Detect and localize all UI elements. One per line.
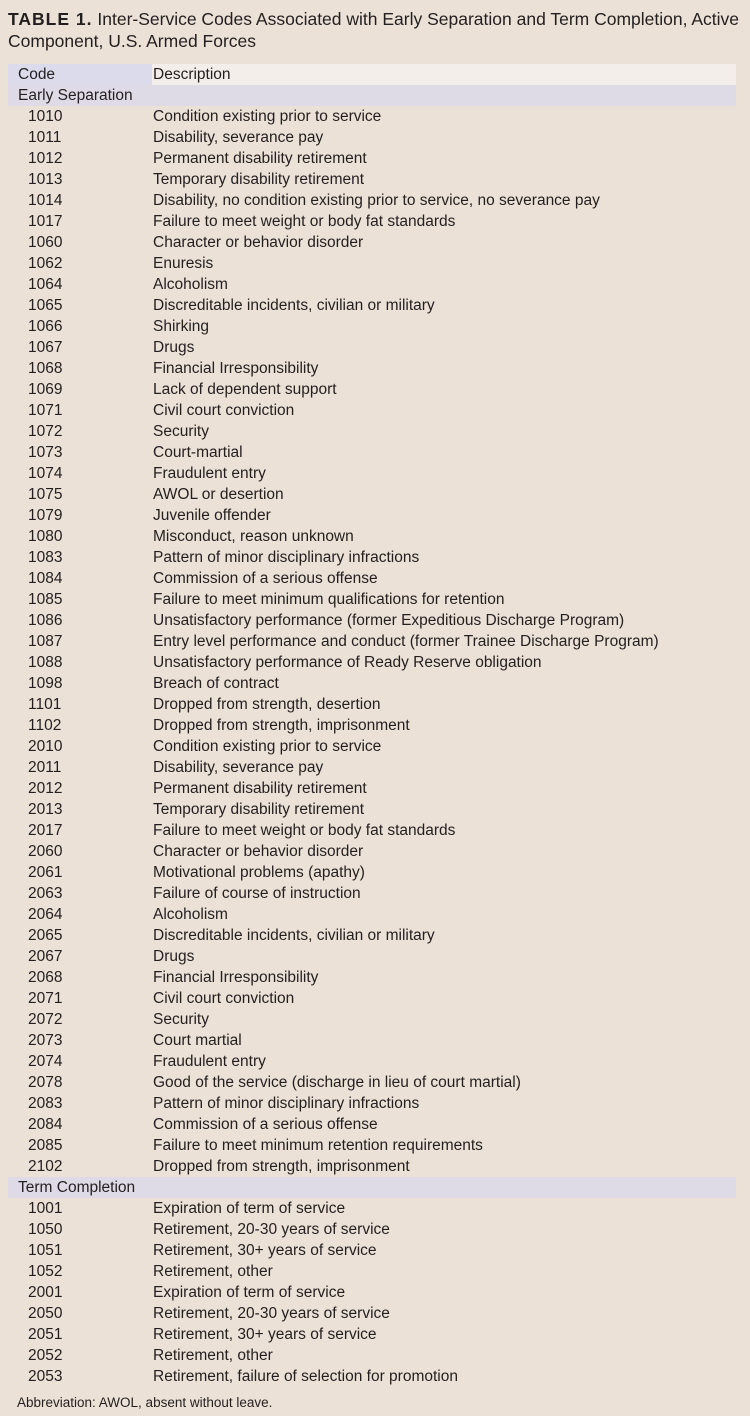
code-cell: 1088 <box>28 654 63 671</box>
table-row <box>8 841 736 862</box>
description-cell: Condition existing prior to service <box>153 738 382 755</box>
code-cell: 1001 <box>28 1200 63 1217</box>
code-cell: 2074 <box>28 1053 63 1070</box>
code-cell: 1064 <box>28 276 63 293</box>
table-row <box>8 967 736 988</box>
description-cell: Dropped from strength, desertion <box>153 696 381 713</box>
code-cell: 1010 <box>28 108 63 125</box>
description-cell: Disability, no condition existing prior to service, no severance pay <box>153 192 600 209</box>
description-cell: Failure to meet weight or body fat standards <box>153 822 456 839</box>
code-cell: 2001 <box>28 1284 63 1301</box>
table-row <box>8 421 736 442</box>
code-cell: 2078 <box>28 1074 63 1091</box>
description-cell: Permanent disability retirement <box>153 780 367 797</box>
description-cell: Motivational problems (apathy) <box>153 864 365 881</box>
description-cell: Fraudulent entry <box>153 465 266 482</box>
code-cell: 2050 <box>28 1305 63 1322</box>
code-cell: 2053 <box>28 1368 63 1385</box>
table-row <box>8 757 736 778</box>
table-row <box>8 673 736 694</box>
code-cell: 1014 <box>28 192 63 209</box>
description-cell: Good of the service (discharge in lieu of court martial) <box>153 1074 521 1091</box>
table-title <box>8 8 743 52</box>
code-cell: 1073 <box>28 444 63 461</box>
code-cell: 2051 <box>28 1326 63 1343</box>
table-row <box>8 127 736 148</box>
description-cell: Alcoholism <box>153 906 228 923</box>
table-row <box>8 1030 736 1051</box>
description-cell: Permanent disability retirement <box>153 150 367 167</box>
table-row <box>8 190 736 211</box>
code-cell: 2013 <box>28 801 63 818</box>
table-row <box>8 820 736 841</box>
code-cell: 1068 <box>28 360 63 377</box>
description-cell: Failure to meet minimum retention requirements <box>153 1137 483 1154</box>
code-cell: 2060 <box>28 843 63 860</box>
table-row <box>8 1240 736 1261</box>
description-cell: Financial Irresponsibility <box>153 360 319 377</box>
table-row <box>8 337 736 358</box>
description-cell: Expiration of term of service <box>153 1200 346 1217</box>
code-cell: 2065 <box>28 927 63 944</box>
code-cell: 2102 <box>28 1158 63 1175</box>
description-cell: Commission of a serious offense <box>153 1116 378 1133</box>
description-cell: Failure to meet weight or body fat standards <box>153 213 456 230</box>
table-row <box>8 652 736 673</box>
description-cell: Retirement, 30+ years of service <box>153 1326 377 1343</box>
code-cell: 1083 <box>28 549 63 566</box>
description-cell: Drugs <box>153 948 195 965</box>
code-cell: 2067 <box>28 948 63 965</box>
code-cell: 1102 <box>28 717 62 734</box>
table-row <box>8 148 736 169</box>
description-cell: Condition existing prior to service <box>153 108 382 125</box>
table-row <box>8 232 736 253</box>
table-header-row <box>8 64 736 85</box>
table-row <box>8 589 736 610</box>
table-caption: Inter-Service Codes Associated with Early Separation and Term Completion, Active Component, U.S. Armed Forces <box>8 9 740 51</box>
table-row <box>8 799 736 820</box>
description-cell: AWOL or desertion <box>153 486 284 503</box>
table-row <box>8 1051 736 1072</box>
description-cell: Drugs <box>153 339 195 356</box>
description-cell: Discreditable incidents, civilian or military <box>153 927 435 944</box>
code-cell: 2011 <box>28 759 62 776</box>
table-row <box>8 610 736 631</box>
description-cell: Retirement, 20-30 years of service <box>153 1221 390 1238</box>
section-header-row: Early Separation <box>8 85 736 106</box>
description-cell: Misconduct, reason unknown <box>153 528 354 545</box>
code-cell: 1101 <box>28 696 62 713</box>
table-row <box>8 1303 736 1324</box>
code-cell: 2068 <box>28 969 63 986</box>
description-cell: Enuresis <box>153 255 214 272</box>
code-cell: 1072 <box>28 423 63 440</box>
table-row <box>8 526 736 547</box>
code-cell: 1062 <box>28 255 63 272</box>
table-row <box>8 169 736 190</box>
description-cell: Pattern of minor disciplinary infractions <box>153 1095 420 1112</box>
table-row <box>8 1345 736 1366</box>
table-row <box>8 736 736 757</box>
description-cell: Retirement, 20-30 years of service <box>153 1305 390 1322</box>
description-cell: Security <box>153 423 209 440</box>
codes-table <box>8 64 736 1387</box>
table-row <box>8 1093 736 1114</box>
code-cell: 2063 <box>28 885 63 902</box>
table-row <box>8 358 736 379</box>
description-cell: Discreditable incidents, civilian or military <box>153 297 435 314</box>
table-row <box>8 316 736 337</box>
description-cell: Civil court conviction <box>153 402 295 419</box>
table-row <box>8 694 736 715</box>
code-cell: 2073 <box>28 1032 63 1049</box>
code-cell: 2052 <box>28 1347 63 1364</box>
code-cell: 1084 <box>28 570 63 587</box>
code-cell: 1050 <box>28 1221 63 1238</box>
table-row <box>8 463 736 484</box>
code-cell: 1052 <box>28 1263 63 1280</box>
table-footnote: Abbreviation: AWOL, absent without leave. <box>17 1395 273 1410</box>
code-cell: 2017 <box>28 822 63 839</box>
code-cell: 1060 <box>28 234 63 251</box>
table-number: TABLE 1. <box>8 9 93 29</box>
table-row <box>8 988 736 1009</box>
description-cell: Failure to meet minimum qualifications for retention <box>153 591 505 608</box>
table-row <box>8 106 736 127</box>
description-cell: Character or behavior disorder <box>153 234 364 251</box>
description-cell: Disability, severance pay <box>153 759 324 776</box>
table-row <box>8 715 736 736</box>
column-header-code: Code <box>8 64 152 85</box>
table-row <box>8 1156 736 1177</box>
code-cell: 2084 <box>28 1116 63 1133</box>
description-cell: Unsatisfactory performance (former Expeditious Discharge Program) <box>153 612 625 629</box>
section-header-row: Term Completion <box>8 1177 736 1198</box>
description-cell: Pattern of minor disciplinary infractions <box>153 549 420 566</box>
description-cell: Juvenile offender <box>153 507 271 524</box>
code-cell: 1067 <box>28 339 63 356</box>
description-cell: Lack of dependent support <box>153 381 337 398</box>
code-cell: 2083 <box>28 1095 63 1112</box>
code-cell: 2071 <box>28 990 63 1007</box>
table-row <box>8 1135 736 1156</box>
table-row <box>8 1072 736 1093</box>
table-row <box>8 1009 736 1030</box>
table-row <box>8 1114 736 1135</box>
code-cell: 2010 <box>28 738 63 755</box>
code-cell: 1085 <box>28 591 63 608</box>
column-header-description: Description <box>153 66 231 83</box>
description-cell: Temporary disability retirement <box>153 801 365 818</box>
table-row <box>8 295 736 316</box>
code-cell: 1098 <box>28 675 63 692</box>
description-cell: Shirking <box>153 318 209 335</box>
table-row <box>8 883 736 904</box>
table-row <box>8 379 736 400</box>
code-cell: 1071 <box>28 402 63 419</box>
code-cell: 1087 <box>28 633 63 650</box>
code-cell: 1012 <box>28 150 63 167</box>
table-row <box>8 904 736 925</box>
table-row <box>8 1219 736 1240</box>
table-row <box>8 1282 736 1303</box>
table-row <box>8 505 736 526</box>
table-row <box>8 1261 736 1282</box>
description-cell: Entry level performance and conduct (former Trainee Discharge Program) <box>153 633 659 650</box>
description-cell: Retirement, other <box>153 1263 273 1280</box>
description-cell: Court-martial <box>153 444 243 461</box>
code-cell: 1069 <box>28 381 63 398</box>
code-cell: 2012 <box>28 780 63 797</box>
table-row <box>8 211 736 232</box>
description-cell: Expiration of term of service <box>153 1284 346 1301</box>
table-row <box>8 253 736 274</box>
code-cell: 2085 <box>28 1137 63 1154</box>
table-row <box>8 1366 736 1387</box>
description-cell: Dropped from strength, imprisonment <box>153 1158 410 1175</box>
code-cell: 1074 <box>28 465 63 482</box>
code-cell: 1066 <box>28 318 63 335</box>
code-cell: 1075 <box>28 486 63 503</box>
table-row <box>8 568 736 589</box>
table-row <box>8 862 736 883</box>
description-cell: Court martial <box>153 1032 242 1049</box>
code-cell: 1079 <box>28 507 63 524</box>
table-row <box>8 547 736 568</box>
description-cell: Retirement, other <box>153 1347 273 1364</box>
code-cell: 1011 <box>28 129 62 146</box>
code-cell: 2072 <box>28 1011 63 1028</box>
description-cell: Financial Irresponsibility <box>153 969 319 986</box>
code-cell: 1051 <box>28 1242 63 1259</box>
description-cell: Unsatisfactory performance of Ready Reserve obligation <box>153 654 542 671</box>
table-row <box>8 442 736 463</box>
code-cell: 2064 <box>28 906 63 923</box>
description-cell: Alcoholism <box>153 276 228 293</box>
table-row <box>8 778 736 799</box>
code-cell: 2061 <box>28 864 63 881</box>
description-cell: Retirement, 30+ years of service <box>153 1242 377 1259</box>
description-cell: Civil court conviction <box>153 990 295 1007</box>
table-row <box>8 631 736 652</box>
code-cell: 1086 <box>28 612 63 629</box>
table-row <box>8 484 736 505</box>
code-cell: 1017 <box>28 213 63 230</box>
description-cell: Dropped from strength, imprisonment <box>153 717 410 734</box>
table-row <box>8 274 736 295</box>
description-cell: Commission of a serious offense <box>153 570 378 587</box>
table-row <box>8 946 736 967</box>
code-cell: 1080 <box>28 528 63 545</box>
description-cell: Failure of course of instruction <box>153 885 361 902</box>
code-cell: 1065 <box>28 297 63 314</box>
table-row <box>8 1324 736 1345</box>
code-cell: 1013 <box>28 171 63 188</box>
description-cell: Character or behavior disorder <box>153 843 364 860</box>
table-row <box>8 400 736 421</box>
description-cell: Security <box>153 1011 209 1028</box>
description-cell: Breach of contract <box>153 675 279 692</box>
table-row <box>8 1198 736 1219</box>
description-cell: Retirement, failure of selection for promotion <box>153 1368 458 1385</box>
description-cell: Temporary disability retirement <box>153 171 365 188</box>
description-cell: Fraudulent entry <box>153 1053 266 1070</box>
table-row <box>8 925 736 946</box>
description-cell: Disability, severance pay <box>153 129 324 146</box>
